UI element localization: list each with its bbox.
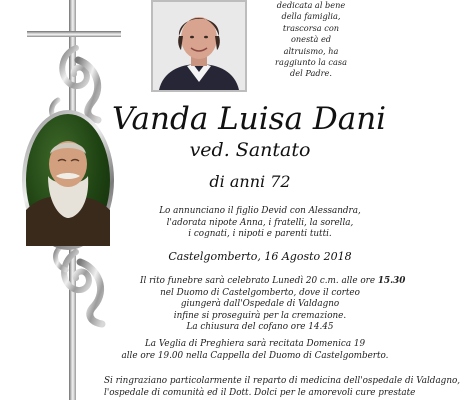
- quote-line: del Padre.: [290, 68, 332, 79]
- thanks-line: Si ringraziano particolarmente il reparto di medicina dell'ospedale di Valdagno,: [104, 376, 460, 386]
- thanks-paragraph: [104, 376, 460, 399]
- deceased-age: di anni 72: [209, 172, 291, 191]
- announcement-paragraph: [140, 206, 380, 241]
- funeral-line: [140, 276, 406, 288]
- deceased-portrait-image: [151, 0, 247, 92]
- widow-of: ved. Santato: [189, 139, 311, 161]
- vigil-paragraph: [120, 339, 390, 362]
- quote-line: trascorsa con: [282, 22, 340, 33]
- vigil-line: alle ore 19.00 nella Cappella del Duomo di Castelgomberto.: [121, 350, 389, 361]
- vigil-line: La Veglia di Preghiera sarà recitata Domenica 19: [144, 339, 366, 349]
- funeral-line-text: Il rito funebre sarà celebrato Lunedì 20 c.m. alle ore: [140, 276, 378, 286]
- deceased-name: Vanda Luisa Dani: [112, 101, 387, 137]
- quote-text: [252, 0, 370, 80]
- announcement-line: i cognati, i nipoti e parenti tutti.: [188, 229, 332, 240]
- saint-portrait-frame: [22, 110, 114, 250]
- thanks-line: l'ospedale di comunità ed il Dott. Dolci per le amorevoli cure prestate: [104, 387, 416, 398]
- cross-horizontal-bar: [27, 31, 121, 37]
- funeral-time: 15.30: [377, 276, 406, 286]
- funeral-paragraph: [140, 276, 406, 334]
- quote-line: della famiglia,: [281, 11, 341, 22]
- funeral-line: La chiusura del cofano ore 14.45: [186, 322, 334, 333]
- saint-portrait-image: [26, 114, 110, 246]
- place-date: Castelgomberto, 16 Agosto 2018: [168, 250, 352, 263]
- funeral-line: giungerà dall'Ospedale di Valdagno: [180, 299, 340, 310]
- announcement-line: Lo annunciano il figlio Devid con Alessandra,: [159, 206, 361, 216]
- quote-line: dedicata al bene: [276, 0, 346, 10]
- funeral-line: infine si proseguirà per la cremazione.: [173, 310, 347, 321]
- quote-line: altruismo, ha: [283, 45, 339, 56]
- announcement-line: l'adorata nipote Anna, i fratelli, la sorella,: [166, 217, 354, 228]
- quote-line: onestà ed: [290, 34, 332, 45]
- funeral-line: nel Duomo di Castelgomberto, dove il corteo: [160, 287, 360, 298]
- quote-line: raggiunto la casa: [275, 57, 347, 68]
